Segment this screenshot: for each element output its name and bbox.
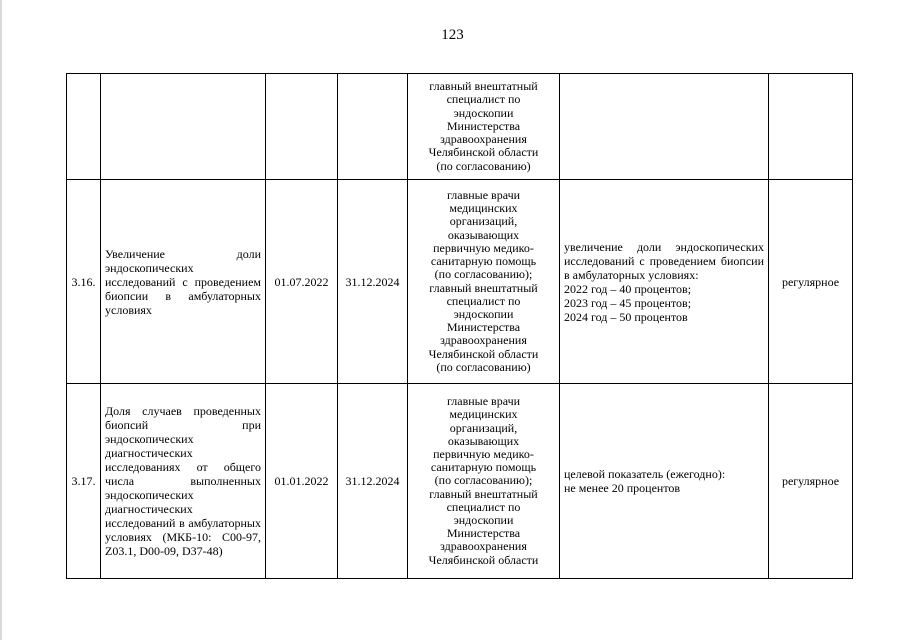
indicator-cell xyxy=(560,180,769,384)
indicator-line: 2024 год – 50 процентов xyxy=(564,309,688,324)
responsible-line: Министерства xyxy=(446,320,521,335)
responsible-line: Министерства xyxy=(446,526,521,541)
responsible-line: здравоохранения xyxy=(440,539,527,554)
measure-name-cell xyxy=(101,74,266,180)
responsible-line: санитарную помощь xyxy=(430,460,537,475)
indicator-line: 2023 год – 45 процентов; xyxy=(564,295,692,310)
responsible-line: (по согласованию) xyxy=(436,158,531,173)
measures-table xyxy=(66,73,853,579)
table-row xyxy=(67,180,853,384)
table-row xyxy=(67,384,853,579)
frequency-cell: регулярное xyxy=(769,180,853,384)
start-date-cell xyxy=(266,74,338,180)
responsible-line: главный внештатный xyxy=(429,280,538,295)
responsible-line: первичную медико- xyxy=(433,446,534,461)
responsible-cell xyxy=(408,74,560,180)
responsible-line: (по согласованию); xyxy=(434,473,533,488)
responsible-line: Челябинской области xyxy=(428,552,539,567)
responsible-line: Челябинской области xyxy=(428,145,539,160)
indicator-line: не менее 20 процентов xyxy=(564,481,681,495)
responsible-line: Челябинской области xyxy=(428,346,539,361)
responsible-line: медицинских xyxy=(449,407,518,422)
responsible-line: главные врачи xyxy=(446,394,521,409)
responsible-line: главные врачи xyxy=(446,188,521,203)
responsible-line: главный внештатный xyxy=(429,486,538,501)
responsible-line: организаций, xyxy=(449,420,518,435)
responsible-line: здравоохранения xyxy=(440,132,527,147)
page-left-edge xyxy=(0,0,2,640)
measure-name-cell: Доля случаев проведенных биопсий при эндоскопических диагностических исследованиях от общего числа выполненных эндоскопических диагностических исследований в амбулаторных условиях (МКБ-10: С00-97, Z03.1, D00-09, D37-48) xyxy=(101,384,266,579)
indicator-cell xyxy=(560,74,769,180)
frequency-cell: регулярное xyxy=(769,384,853,579)
responsible-cell xyxy=(408,384,560,579)
responsible-line: санитарную помощь xyxy=(430,254,537,269)
responsible-line: оказывающих xyxy=(447,227,520,242)
table-row xyxy=(67,74,853,180)
end-date-cell xyxy=(338,74,408,180)
responsible-line: медицинских xyxy=(449,201,518,216)
responsible-line: главный внештатный xyxy=(429,79,538,94)
indicator-cell xyxy=(560,384,769,579)
measure-name-cell: Увеличение доли эндоскопических исследований с проведением биопсии в амбулаторных условиях xyxy=(101,180,266,384)
responsible-cell xyxy=(408,180,560,384)
responsible-line: оказывающих xyxy=(447,433,520,448)
indicator-line: 2022 год – 40 процентов; xyxy=(564,281,692,296)
responsible-line: эндоскопии xyxy=(453,306,514,321)
end-date-cell: 31.12.2024 xyxy=(338,180,408,384)
responsible-line: Министерства xyxy=(446,118,521,133)
start-date-cell: 01.01.2022 xyxy=(266,384,338,579)
responsible-line: специалист по xyxy=(446,92,521,107)
indicator-line: увеличение доли эндоскопических исследований с проведением биопсии в амбулаторных условиях: xyxy=(564,239,764,282)
responsible-line: первичную медико- xyxy=(433,240,534,255)
row-number-cell: 3.17. xyxy=(67,384,101,579)
responsible-line: эндоскопии xyxy=(453,105,514,120)
responsible-line: организаций, xyxy=(449,214,518,229)
start-date-cell: 01.07.2022 xyxy=(266,180,338,384)
frequency-cell xyxy=(769,74,853,180)
responsible-line: здравоохранения xyxy=(440,333,527,348)
responsible-line: (по согласованию); xyxy=(434,267,533,282)
end-date-cell: 31.12.2024 xyxy=(338,384,408,579)
responsible-line: специалист по xyxy=(446,499,521,514)
responsible-line: (по согласованию) xyxy=(436,359,531,374)
indicator-line: целевой показатель (ежегодно): xyxy=(564,467,726,481)
row-number-cell: 3.16. xyxy=(67,180,101,384)
page-number: 123 xyxy=(441,27,464,43)
responsible-line: специалист по xyxy=(446,293,521,308)
row-number-cell xyxy=(67,74,101,180)
responsible-line: эндоскопии xyxy=(453,513,514,527)
